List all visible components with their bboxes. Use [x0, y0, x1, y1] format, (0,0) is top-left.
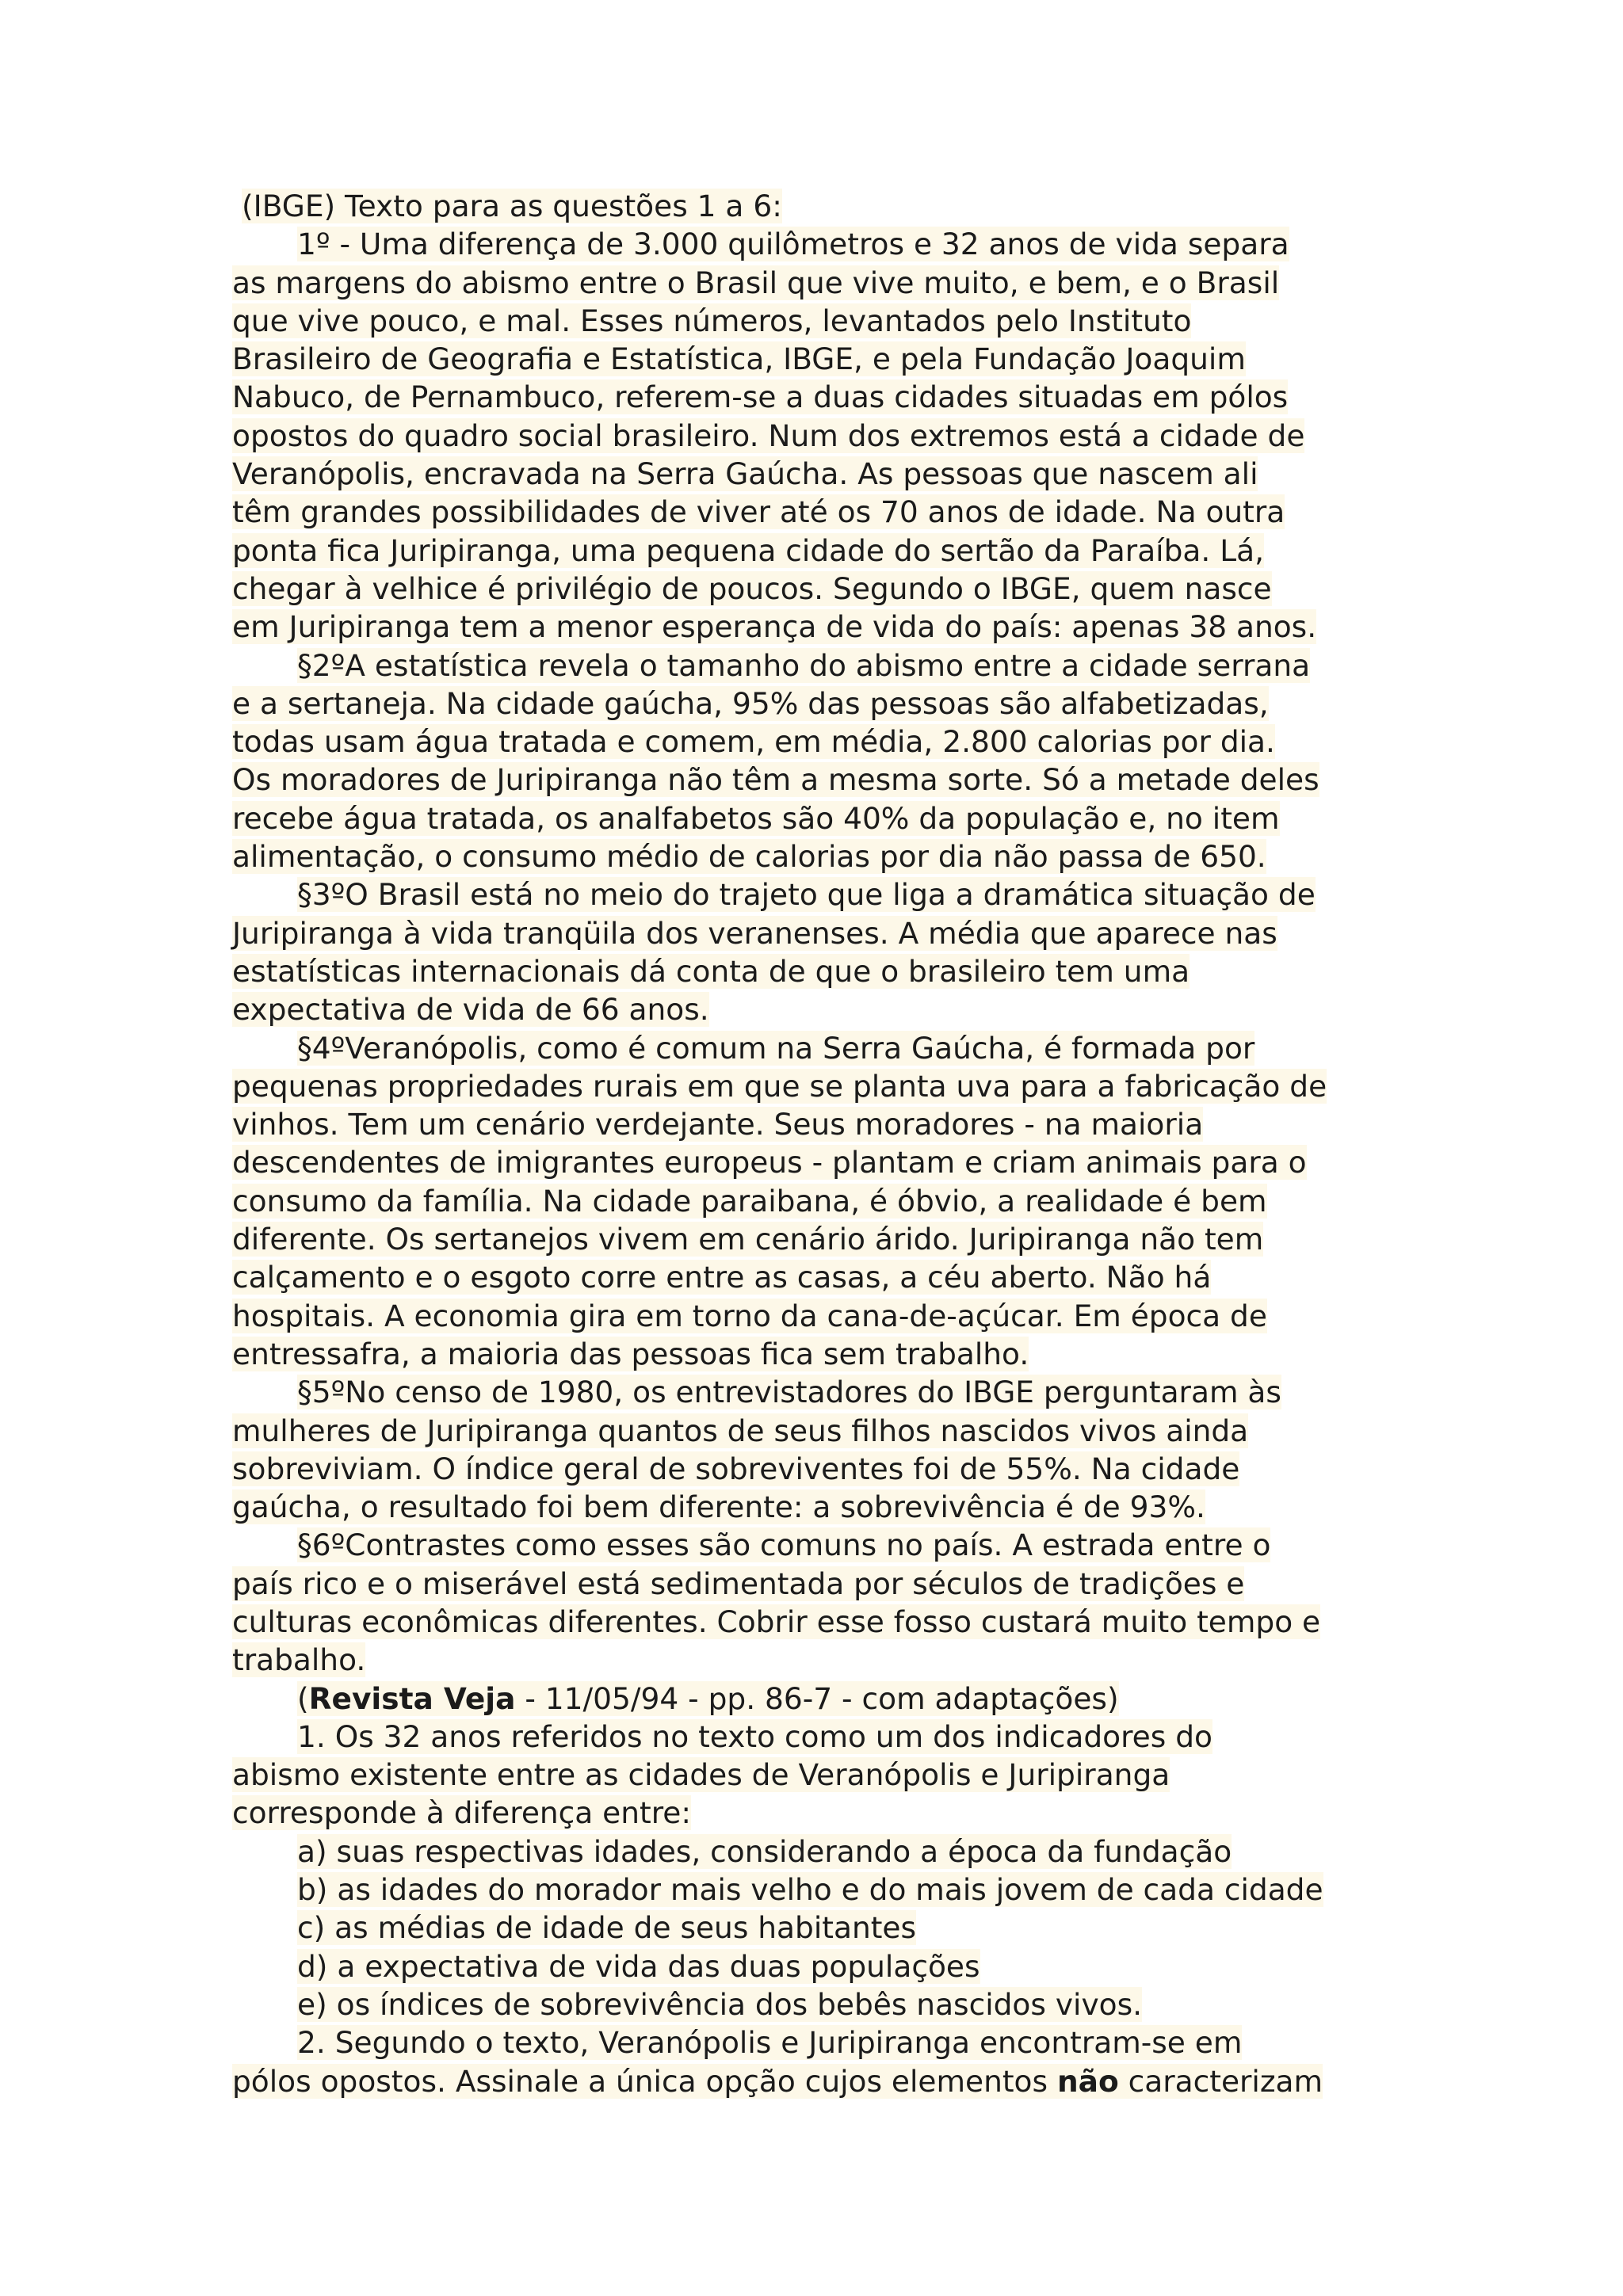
paragraph-1-line: opostos do quadro social brasileiro. Num dos extremos está a cidade de	[232, 418, 1305, 453]
paragraph-5-line: gaúcha, o resultado foi bem diferente: a sobrevivência é de 93%.	[232, 1489, 1205, 1525]
paragraph-2-line: alimentação, o consumo médio de calorias por dia não passa de 650.	[232, 839, 1266, 875]
paragraph-4-line: vinhos. Tem um cenário verdejante. Seus moradores - na maioria	[232, 1107, 1204, 1142]
paragraph-1-line: que vive pouco, e mal. Esses números, levantados pelo Instituto	[232, 303, 1192, 338]
paragraph-5-line: mulheres de Juripiranga quantos de seus filhos nascidos vivos ainda	[232, 1413, 1249, 1448]
paragraph-1-line: chegar à velhice é privilégio de poucos. Segundo o IBGE, quem nasce	[232, 570, 1272, 606]
paragraph-3-line: Juripiranga à vida tranqüila dos veranenses. A média que aparece nas	[232, 915, 1277, 951]
paragraph-6-line: culturas econômicas diferentes. Cobrir esse fosso custará muito tempo e	[232, 1604, 1321, 1639]
text-header: (IBGE) Texto para as questões 1 a 6:	[242, 189, 782, 223]
question-1-option-a: a) suas respectivas idades, considerando a época da fundação	[297, 1833, 1232, 1869]
paragraph-3-line: estatísticas internacionais dá conta de que o brasileiro tem uma	[232, 953, 1190, 989]
paragraph-5-line: sobreviviam. O índice geral de sobreviventes foi de 55%. Na cidade	[232, 1451, 1240, 1486]
paragraph-1-line: Veranópolis, encravada na Serra Gaúcha. As pessoas que nascem ali	[232, 456, 1258, 492]
question-1-stem: 1. Os 32 anos referidos no texto como um dos indicadores do	[297, 1718, 1212, 1754]
paragraph-2-line: recebe água tratada, os analfabetos são 40% da população e, no item	[232, 800, 1280, 836]
question-2-stem: pólos opostos. Assinale a única opção cujos elementos não caracterizam	[232, 2063, 1323, 2099]
paragraph-1-line: têm grandes possibilidades de viver até os 70 anos de idade. Na outra	[232, 494, 1285, 530]
question-1-option-c: c) as médias de idade de seus habitantes	[297, 1910, 917, 1946]
paragraph-6-line: país rico e o miserável está sedimentada por séculos de tradições e	[232, 1566, 1245, 1601]
paragraph-4-line: §4ºVeranópolis, como é comum na Serra Gaúcha, é formada por	[297, 1030, 1255, 1066]
paragraph-1-line: Nabuco, de Pernambuco, referem-se a duas cidades situadas em pólos	[232, 379, 1289, 415]
question-1-stem: abismo existente entre as cidades de Veranópolis e Juripiranga	[232, 1757, 1170, 1793]
paragraph-1-line: 1º - Uma diferença de 3.000 quilômetros e 32 anos de vida separa	[297, 227, 1289, 262]
paragraph-4-line: entressafra, a maioria das pessoas fica sem trabalho.	[232, 1336, 1029, 1371]
paragraph-1-line: em Juripiranga tem a menor esperança de vida do país: apenas 38 anos.	[232, 609, 1317, 645]
question-1-option-d: d) a expectativa de vida das duas populações	[297, 1948, 980, 1984]
emphasis-nao: não	[1056, 2063, 1119, 2099]
question-1-stem: corresponde à diferença entre:	[232, 1795, 692, 1831]
document-page	[232, 187, 1397, 2100]
paragraph-4-line: descendentes de imigrantes europeus - plantam e criam animais para o	[232, 1145, 1307, 1180]
paragraph-4-line: diferente. Os sertanejos vivem em cenário árido. Juripiranga não tem	[232, 1222, 1264, 1257]
question-2-stem: 2. Segundo o texto, Veranópolis e Juripiranga encontram-se em	[297, 2025, 1243, 2061]
paragraph-5-line: §5ºNo censo de 1980, os entrevistadores do IBGE perguntaram às	[297, 1375, 1281, 1410]
paragraph-4-line: consumo da família. Na cidade paraibana, é óbvio, a realidade é bem	[232, 1183, 1267, 1219]
paragraph-2-line: §2ºA estatística revela o tamanho do abismo entre a cidade serrana	[297, 647, 1311, 683]
paragraph-4-line: pequenas propriedades rurais em que se planta uva para a fabricação de	[232, 1068, 1327, 1104]
question-1-option-b: b) as idades do morador mais velho e do mais jovem de cada cidade	[297, 1872, 1323, 1908]
paragraph-2-line: Os moradores de Juripiranga não têm a mesma sorte. Só a metade deles	[232, 762, 1319, 798]
paragraph-1-line: as margens do abismo entre o Brasil que vive muito, e bem, e o Brasil	[232, 265, 1280, 300]
paragraph-6-line: §6ºContrastes como esses são comuns no país. A estrada entre o	[297, 1527, 1271, 1563]
paragraph-3-line: §3ºO Brasil está no meio do trajeto que liga a dramática situação de	[297, 877, 1316, 913]
question-1-option-e: e) os índices de sobrevivência dos bebês nascidos vivos.	[297, 1986, 1143, 2022]
paragraph-2-line: e a sertaneja. Na cidade gaúcha, 95% das pessoas são alfabetizadas,	[232, 685, 1269, 721]
source-title: Revista Veja	[308, 1680, 516, 1716]
paragraph-1-line: ponta fica Juripiranga, uma pequena cidade do sertão da Paraíba. Lá,	[232, 532, 1265, 568]
paragraph-2-line: todas usam água tratada e comem, em média, 2.800 calorias por dia.	[232, 724, 1275, 760]
paragraph-4-line: hospitais. A economia gira em torno da cana-de-açúcar. Em época de	[232, 1298, 1267, 1333]
source-citation: (Revista Veja - 11/05/94 - pp. 86-7 - com adaptações)	[297, 1680, 1119, 1716]
paragraph-4-line: calçamento e o esgoto corre entre as casas, a céu aberto. Não há	[232, 1260, 1212, 1295]
paragraph-3-line: expectativa de vida de 66 anos.	[232, 992, 709, 1028]
paragraph-6-line: trabalho.	[232, 1642, 366, 1678]
paragraph-1-line: Brasileiro de Geografia e Estatística, IBGE, e pela Fundação Joaquim	[232, 341, 1246, 377]
